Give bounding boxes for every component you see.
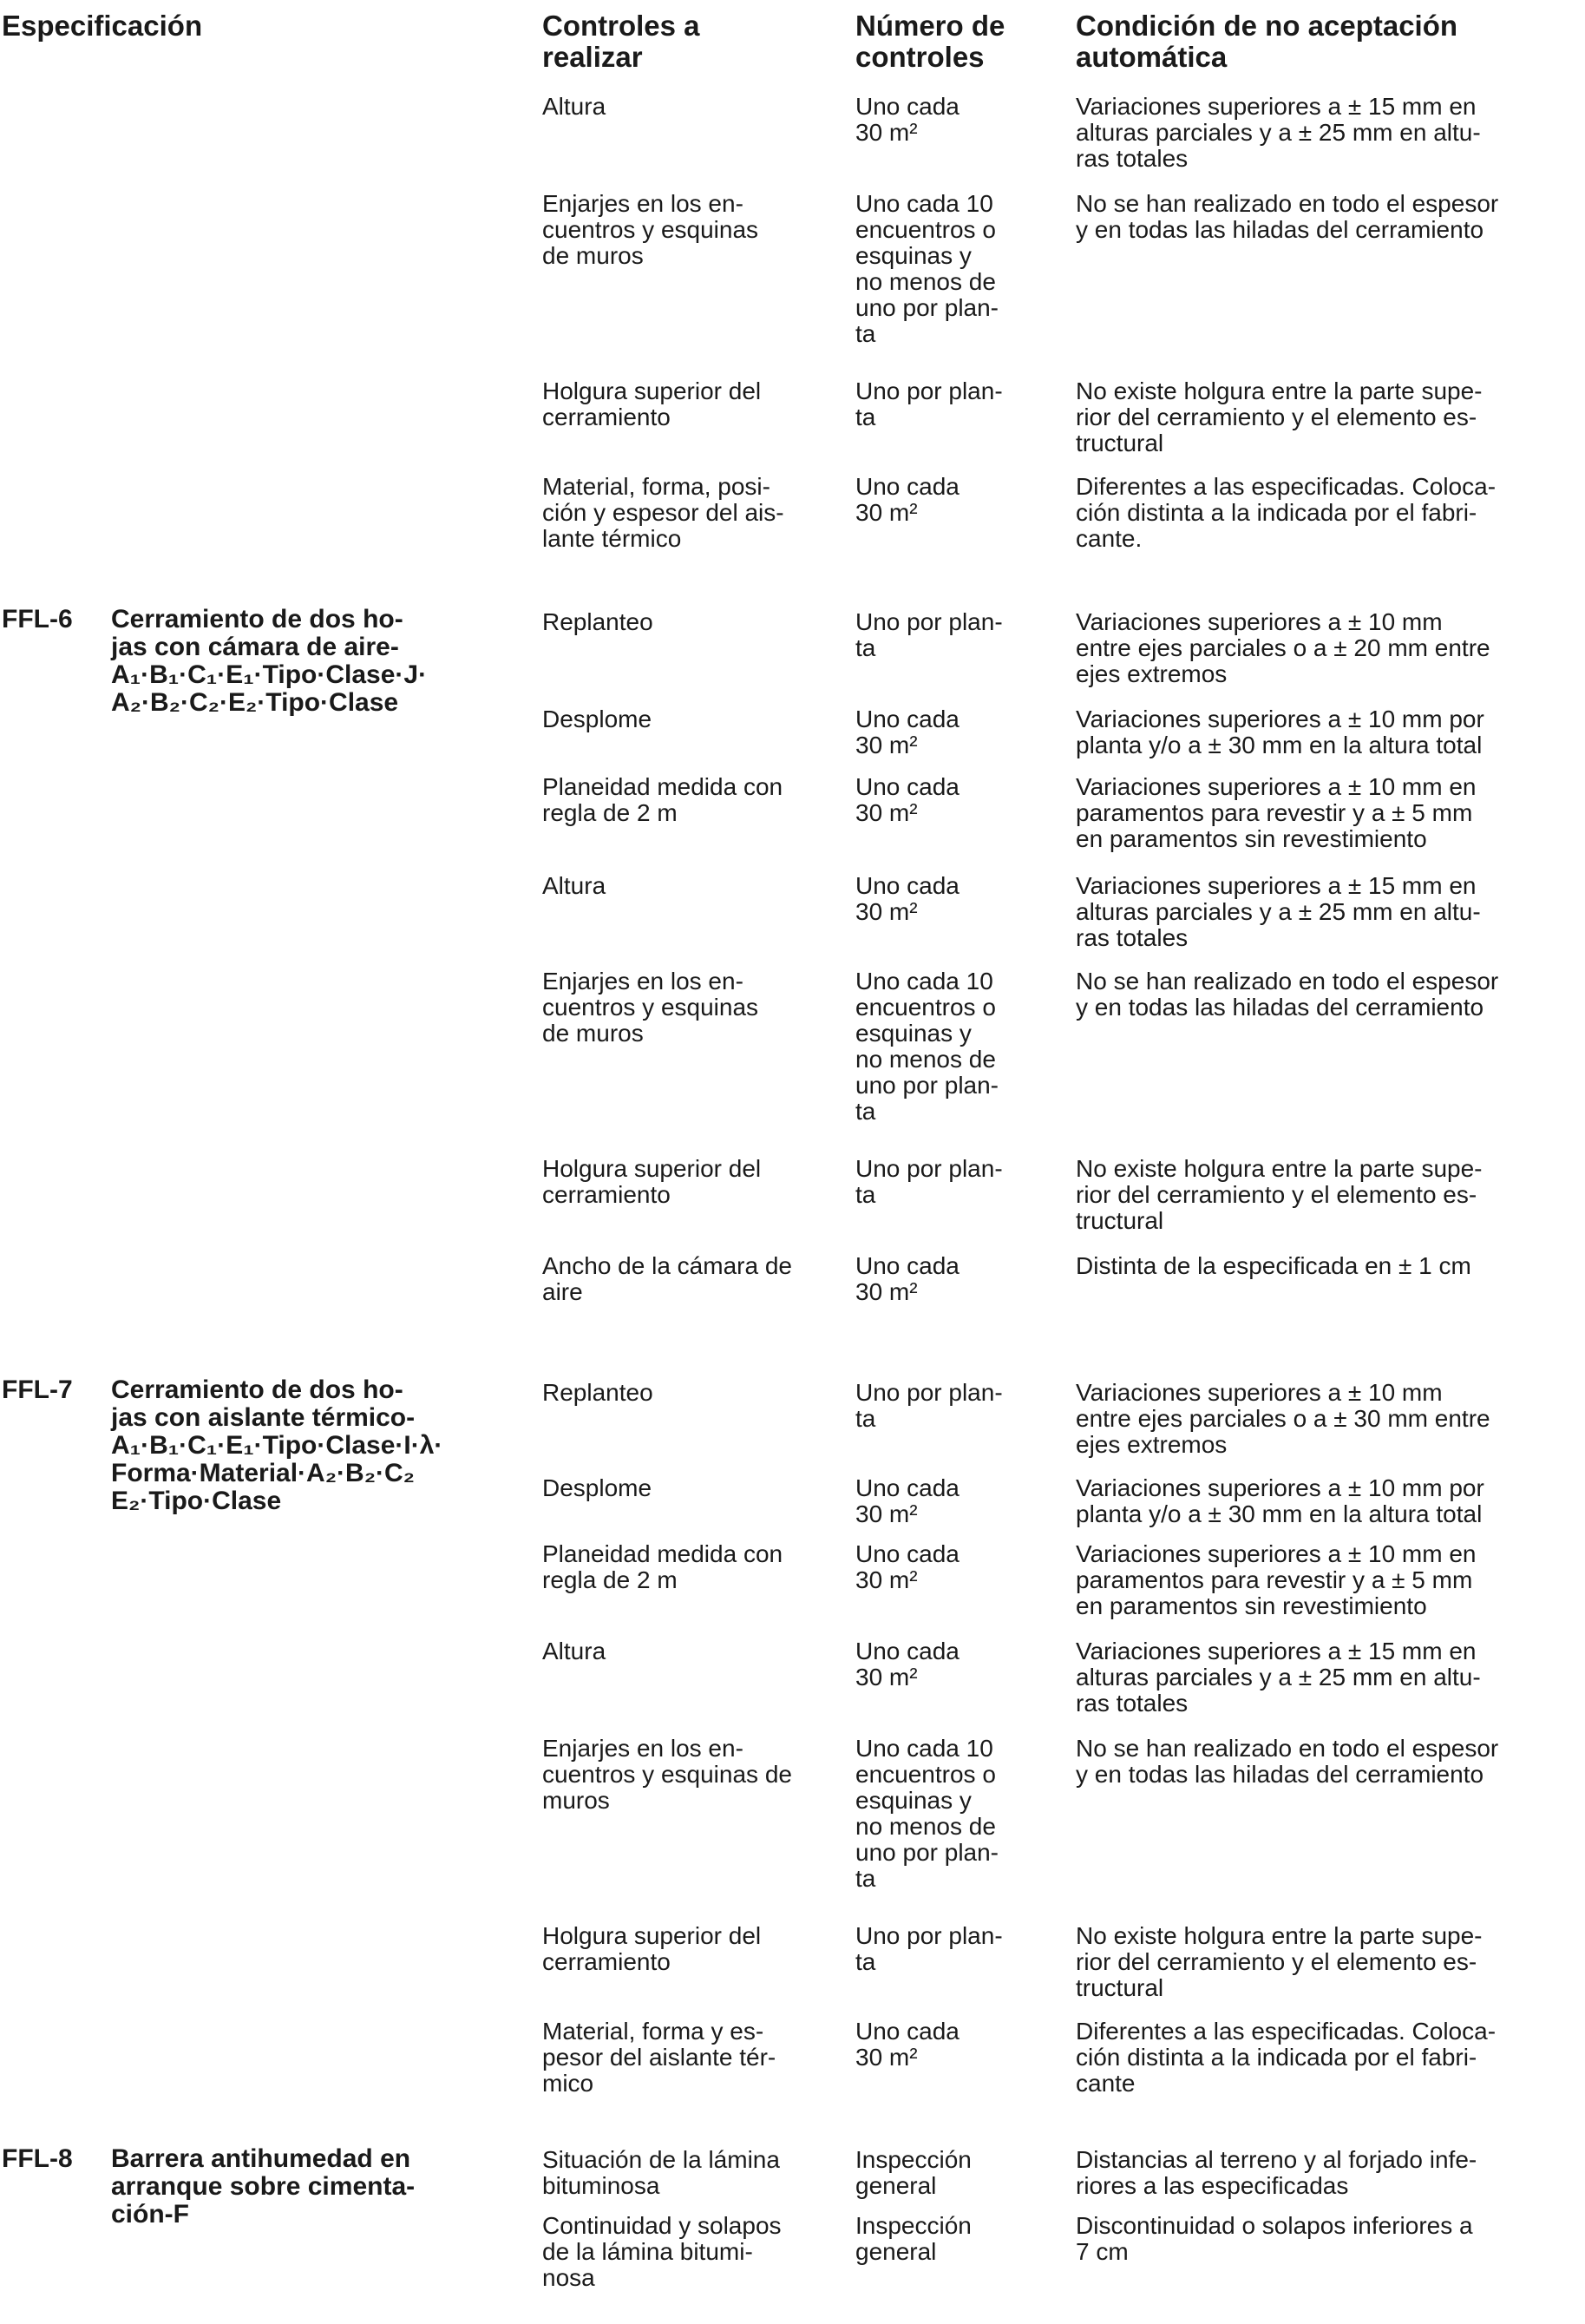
spec-code: FFL-6 [2, 605, 73, 634]
condition-cell: Variaciones superiores a ± 10 mm por planta y/o a ± 30 mm en la altura total [1076, 706, 1484, 758]
number-cell: Uno cada 30 m² [855, 1474, 960, 1527]
number-cell: Uno cada 30 m² [855, 773, 960, 826]
condition-cell: Distinta de la especificada en ± 1 cm [1076, 1252, 1471, 1279]
control-cell: Altura [542, 93, 606, 120]
number-cell: Uno cada 30 m² [855, 1540, 960, 1593]
condition-cell: Variaciones superiores a ± 10 mm por planta y/o a ± 30 mm en la altura total [1076, 1474, 1484, 1527]
control-cell: Holgura superior del cerramiento [542, 1155, 762, 1208]
header-spec: Especificación [2, 10, 203, 42]
number-cell: Uno cada 10 encuentros o esquinas y no menos de uno por plan- ta [855, 1735, 999, 1892]
number-cell: Uno cada 10 encuentros o esquinas y no menos de uno por plan- ta [855, 190, 999, 347]
condition-cell: Variaciones superiores a ± 10 mm en paramentos para revestir y a ± 5 mm en paramentos sin revestimiento [1076, 1540, 1477, 1619]
control-cell: Enjarjes en los en- cuentros y esquinas de muros [542, 190, 759, 269]
number-cell: Uno cada 10 encuentros o esquinas y no menos de uno por plan- ta [855, 968, 999, 1125]
number-cell: Uno por plan- ta [855, 1155, 1003, 1208]
control-cell: Material, forma, posi- ción y espesor del ais- lante térmico [542, 473, 784, 552]
control-cell: Replanteo [542, 1379, 653, 1406]
spec-title: Barrera antihumedad en arranque sobre cimenta- ción-F [111, 2144, 416, 2229]
number-cell: Uno cada 30 m² [855, 93, 960, 146]
condition-cell: No existe holgura entre la parte supe- rior del cerramiento y el elemento es- tructural [1076, 1922, 1483, 2001]
number-cell: Uno por plan- ta [855, 1922, 1003, 1975]
header-condition: Condición de no aceptación automática [1076, 10, 1458, 73]
control-cell: Altura [542, 1638, 606, 1664]
control-cell: Holgura superior del cerramiento [542, 377, 762, 430]
number-cell: Uno por plan- ta [855, 377, 1003, 430]
condition-cell: No existe holgura entre la parte supe- rior del cerramiento y el elemento es- tructural [1076, 1155, 1483, 1234]
number-cell: Uno cada 30 m² [855, 706, 960, 758]
control-cell: Desplome [542, 1474, 652, 1501]
control-cell: Enjarjes en los en- cuentros y esquinas de muros [542, 1735, 792, 1814]
number-cell: Uno cada 30 m² [855, 2018, 960, 2071]
header-number: Número de controles [855, 10, 1005, 73]
control-cell: Planeidad medida con regla de 2 m [542, 1540, 783, 1593]
control-cell: Holgura superior del cerramiento [542, 1922, 762, 1975]
condition-cell: No se han realizado en todo el espesor y en todas las hiladas del cerramiento [1076, 1735, 1499, 1788]
control-cell: Replanteo [542, 608, 653, 635]
number-cell: Inspección general [855, 2146, 972, 2199]
condition-cell: Diferentes a las especificadas. Coloca- ción distinta a la indicada por el fabri- cante [1076, 2018, 1497, 2097]
condition-cell: No existe holgura entre la parte supe- rior del cerramiento y el elemento es- tructural [1076, 377, 1483, 456]
spec-title: Cerramiento de dos ho- jas con aislante térmico- A₁·B₁·C₁·E₁·Tipo·Clase·I·λ· Forma·Material·A₂·B₂·C₂ E₂·Tipo·Clase [111, 1375, 443, 1515]
spec-code: FFL-8 [2, 2144, 73, 2173]
condition-cell: Variaciones superiores a ± 15 mm en alturas parciales y a ± 25 mm en altu- ras totales [1076, 1638, 1481, 1717]
number-cell: Uno por plan- ta [855, 608, 1003, 661]
control-cell: Enjarjes en los en- cuentros y esquinas de muros [542, 968, 759, 1047]
number-cell: Uno cada 30 m² [855, 1638, 960, 1690]
condition-cell: Distancias al terreno y al forjado infe- riores a las especificadas [1076, 2146, 1477, 2199]
control-cell: Material, forma y es- pesor del aislante tér- mico [542, 2018, 776, 2097]
condition-cell: Variaciones superiores a ± 15 mm en alturas parciales y a ± 25 mm en altu- ras totales [1076, 872, 1481, 951]
control-cell: Continuidad y solapos de la lámina bitumi- nosa [542, 2212, 782, 2291]
condition-cell: No se han realizado en todo el espesor y en todas las hiladas del cerramiento [1076, 968, 1499, 1021]
number-cell: Uno cada 30 m² [855, 872, 960, 925]
header-controls: Controles a realizar [542, 10, 700, 73]
condition-cell: Variaciones superiores a ± 10 mm entre ejes parciales o a ± 30 mm entre ejes extremos [1076, 1379, 1490, 1458]
condition-cell: Diferentes a las especificadas. Coloca- ción distinta a la indicada por el fabri- cante. [1076, 473, 1497, 552]
condition-cell: Variaciones superiores a ± 10 mm en paramentos para revestir y a ± 5 mm en paramentos sin revestimiento [1076, 773, 1477, 852]
condition-cell: Variaciones superiores a ± 10 mm entre ejes parciales o a ± 20 mm entre ejes extremos [1076, 608, 1490, 687]
number-cell: Uno cada 30 m² [855, 473, 960, 526]
spec-ffl-6 [2, 606, 488, 717]
number-cell: Uno cada 30 m² [855, 1252, 960, 1305]
spec-ffl-7 [2, 1376, 488, 1515]
spec-title: Cerramiento de dos ho- jas con cámara de aire- A₁·B₁·C₁·E₁·Tipo·Clase·J· A₂·B₂·C₂·E₂·Tipo·Clase [111, 605, 428, 717]
control-cell: Altura [542, 872, 606, 899]
spec-ffl-8 [2, 2145, 488, 2229]
control-cell: Desplome [542, 706, 652, 732]
control-cell: Planeidad medida con regla de 2 m [542, 773, 783, 826]
condition-cell: Variaciones superiores a ± 15 mm en alturas parciales y a ± 25 mm en altu- ras totales [1076, 93, 1481, 172]
number-cell: Uno por plan- ta [855, 1379, 1003, 1432]
number-cell: Inspección general [855, 2212, 972, 2265]
control-cell: Situación de la lámina bituminosa [542, 2146, 780, 2199]
control-cell: Ancho de la cámara de aire [542, 1252, 792, 1305]
condition-cell: Discontinuidad o solapos inferiores a 7 cm [1076, 2212, 1473, 2265]
spec-code: FFL-7 [2, 1375, 73, 1404]
condition-cell: No se han realizado en todo el espesor y en todas las hiladas del cerramiento [1076, 190, 1499, 243]
